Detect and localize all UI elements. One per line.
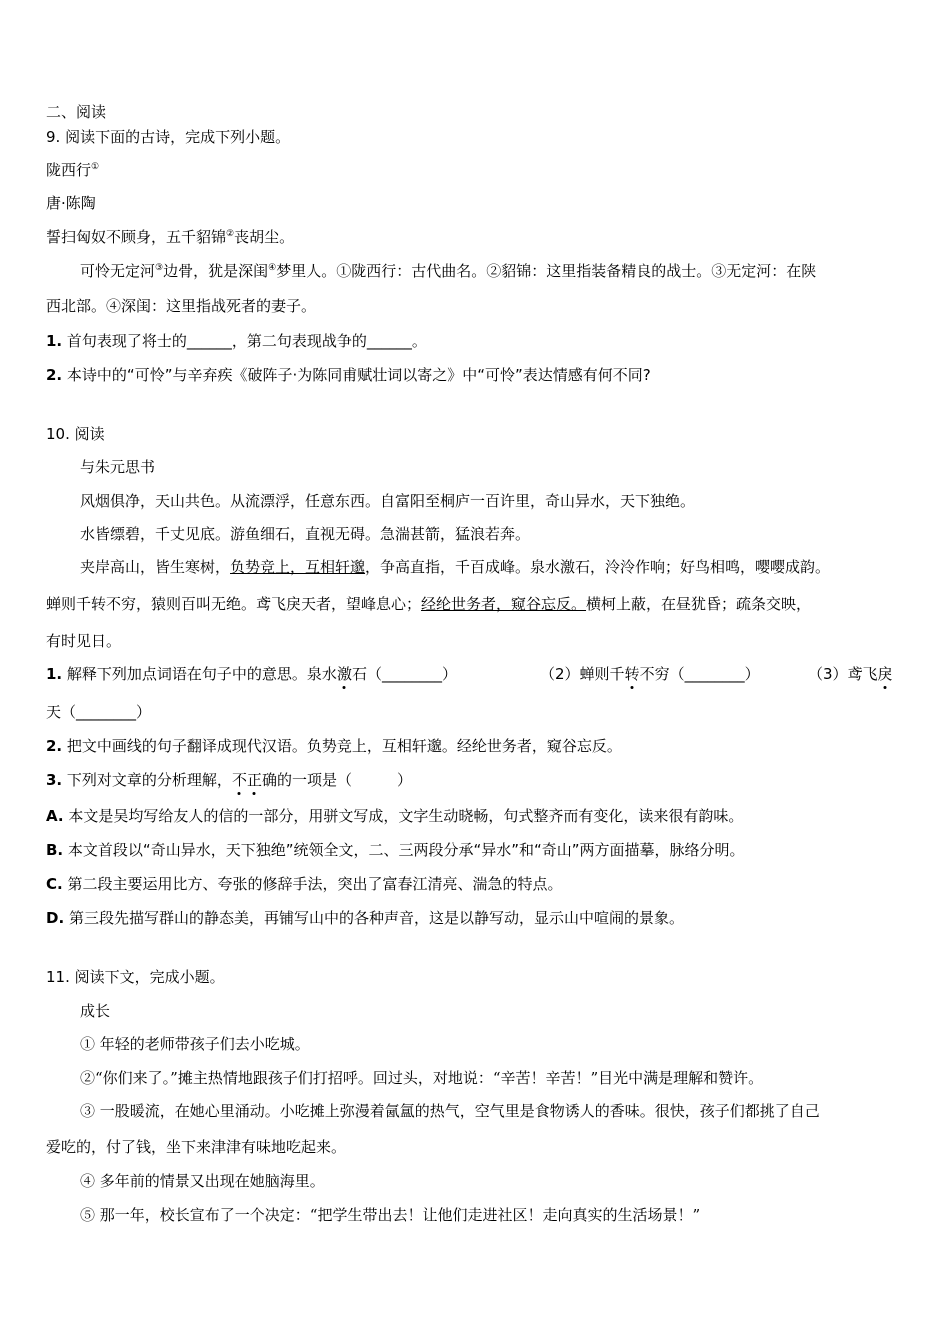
q11-paragraph-3-cont: 爱吃的，付了钱，坐下来津津有味地吃起来。 [46,1138,347,1156]
q10-prompt [46,424,105,444]
q9-sub1 [46,331,427,351]
q10-p3-a: 夹岸高山，皆生寒树， [80,558,231,576]
q10-sub1-b: 石（________） [351,665,457,683]
q10-title: 与朱元思书 [80,458,156,476]
q10-sub3-a: 下列对文章的分析理解， [66,771,232,789]
q9-poem-title-text: 陇西行 [46,161,92,179]
q10-option-a [46,806,743,826]
q9-line2-b: 边骨，犹是深闺 [163,262,269,280]
q10-option-b [46,840,745,860]
q9-author: 唐·陈陶 [46,194,96,212]
q11-number: 11. [46,968,70,986]
option-c-label: C. [46,875,63,893]
q9-poem-title [46,160,99,180]
q9-poem-line3: 西北部。④深闺：这里指战死者的妻子。 [46,297,317,315]
q10-sub1-d: 不穷（________） [639,665,760,683]
q9-poem-line2 [80,261,816,281]
q10-p3-underlined: 负势竞上，互相轩邈 [230,558,366,576]
q9-line2-a: 可怜无定河 [80,262,156,280]
q10-p4-b: 横柯上蔽，在昼犹昏；疏条交映， [586,595,812,613]
q9-sub2-text: 本诗中的“可怜”与辛弃疾《破阵子·为陈同甫赋壮词以寄之》中“可怜”表达情感有何不同? [66,366,651,384]
q10-sub1 [46,664,457,684]
q9-sub1-number: 1. [46,332,63,350]
q10-paragraph-2: 水皆缥碧，千丈见底。游鱼细石，直视无碍。急湍甚箭，猛浪若奔。 [80,525,531,543]
q11-prompt-text: 阅读下文，完成小题。 [74,968,225,986]
q9-poem-title-note: ① [91,162,100,172]
q10-paragraph-5: 有时见日。 [46,632,122,650]
q11-paragraph-3: ③ 一股暖流，在她心里涌动。小吃摊上弥漫着氤氲的热气，空气里是食物诱人的香味。很快，孩子们都挑了自己 [80,1102,820,1120]
q11-paragraph-2: ②“你们来了。”摊主热情地跟孩子们打招呼。回过头，对地说：“辛苦！辛苦！”目光中满是理解和赞许。 [80,1069,764,1087]
q9-poem-line1 [46,227,294,247]
q10-p4-a: 蝉则千转不穷，猿则百叫无绝。鸢飞戾天者，望峰息心； [46,595,422,613]
q10-sub3-dot2: 正 [246,771,262,789]
q10-p3-b: ，争高直指，千百成峰。泉水激石，泠泠作响；好鸟相鸣，嘤嘤成韵。 [365,558,831,576]
q10-sub1-part3 [808,664,893,684]
q9-line1-note: ② [226,229,235,239]
q10-prompt-text: 阅读 [74,425,105,443]
q10-paragraph-4 [46,594,811,614]
option-d-text: 第三段先描写群山的静态美，再铺写山中的各种声音，这是以静写动，显示山中喧闹的景象。 [68,909,684,927]
q10-option-c [46,874,563,894]
q10-number: 10. [46,425,70,443]
q9-sub2-number: 2. [46,366,63,384]
section-title: 二、阅读 [46,103,107,121]
q10-sub1-number: 1. [46,665,63,683]
q9-line2-note4: ④ [268,263,277,273]
option-a-label: A. [46,807,64,825]
q9-prompt-text: 阅读下面的古诗，完成下列小题。 [65,128,291,146]
q9-line1-a: 誓扫匈奴不顾身，五千貂锦 [46,228,227,246]
q11-title: 成长 [80,1002,111,1020]
q10-sub1-dot2: 转 [624,665,640,683]
q9-line2-c: 梦里人。①陇西行：古代曲名。②貂锦：这里指装备精良的战士。③无定河：在陕 [276,262,817,280]
option-a-text: 本文是吴均写给友人的信的一部分，用骈文写成，文字生动晓畅，句式整齐而有变化，读来很有韵味。 [68,807,744,825]
q11-paragraph-4: ④ 多年前的情景又出现在她脑海里。 [80,1172,325,1190]
q9-sub2 [46,365,651,385]
q10-option-d [46,908,684,928]
q10-sub3-b: 确的一项是（ ） [261,771,412,789]
q10-sub1-a: 解释下列加点词语在句子中的意思。泉水 [66,665,337,683]
q10-sub2 [46,736,622,756]
q10-sub1-dot3: 戾 [877,665,893,683]
q9-line1-b: 丧胡尘。 [234,228,295,246]
option-c-text: 第二段主要运用比方、夸张的修辞手法，突出了富春江清亮、湍急的特点。 [67,875,563,893]
q10-paragraph-3 [80,557,830,577]
q10-sub3-dot1: 不 [231,771,247,789]
q11-prompt [46,967,225,987]
q9-line2-note3: ③ [155,263,164,273]
q10-sub1-part2 [540,664,760,684]
q10-p4-underlined: 经纶世务者，窥谷忘反。 [421,595,587,613]
q10-sub1-dot1: 激 [336,665,352,683]
q11-paragraph-1: ① 年轻的老师带孩子们去小吃城。 [80,1035,310,1053]
q10-sub2-text: 把文中画线的句子翻译成现代汉语。负势竞上，互相轩邈。经纶世务者，窥谷忘反。 [66,737,622,755]
q10-paragraph-1: 风烟俱净，天山共色。从流漂浮，任意东西。自富阳至桐庐一百许里，奇山异水，天下独绝。 [80,492,696,510]
q9-sub1-text: 首句表现了将士的______，第二句表现战争的______。 [66,332,427,350]
q10-sub1-e: （3）鸢飞 [808,665,878,683]
q10-sub3 [46,770,412,790]
q11-paragraph-5: ⑤ 那一年，校长宣布了一个决定：“把学生带出去！让他们走进社区！走向真实的生活场景！” [80,1206,701,1224]
q10-sub2-number: 2. [46,737,63,755]
q9-prompt [46,127,290,147]
option-b-text: 本文首段以“奇山异水，天下独绝”统领全文，二、三两段分承“异水”和“奇山”两方面描摹，脉络分明。 [67,841,745,859]
option-b-label: B. [46,841,64,859]
q10-sub1-cont: 天（________） [46,703,152,721]
q9-number: 9. [46,128,61,146]
q10-sub1-c: （2）蝉则千 [540,665,625,683]
q10-sub3-number: 3. [46,771,63,789]
option-d-label: D. [46,909,65,927]
